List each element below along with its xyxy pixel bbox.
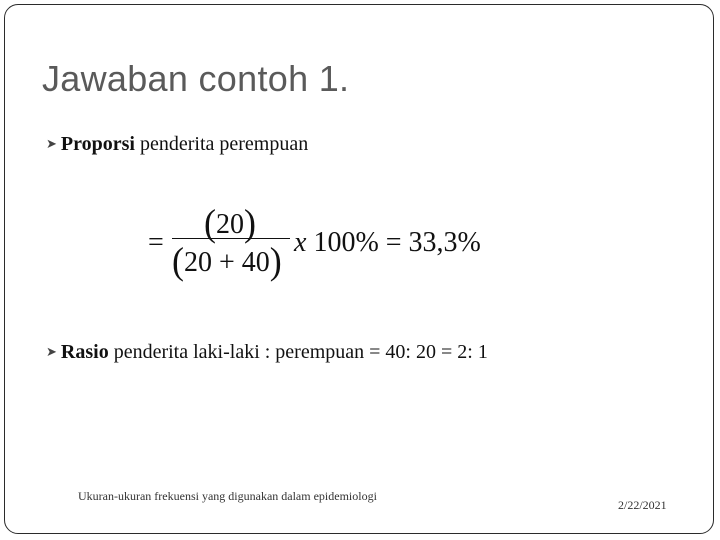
- bullet-body-text: penderita perempuan: [134, 133, 309, 155]
- bullet-rasio: [46, 341, 488, 364]
- formula-equals: =: [148, 227, 164, 258]
- slide-title: Jawaban contoh 1.: [42, 58, 350, 99]
- bullet-body-text: penderita laki-laki : perempuan = 40: 20 = 2: 1: [108, 341, 488, 363]
- footer-date: 2/22/2021: [618, 498, 667, 512]
- formula-result: x 100% = 33,3%: [294, 227, 481, 258]
- formula-denominator: (20 + 40): [172, 240, 282, 282]
- bullet-lead-text: Proporsi: [60, 133, 135, 155]
- bullet-lead-text: Rasio: [60, 341, 109, 363]
- arrow-bullet-icon: ➤: [46, 136, 57, 151]
- bullet-proporsi: [46, 133, 308, 156]
- formula-numerator: (20): [204, 202, 256, 244]
- footer-caption: Ukuran-ukuran frekuensi yang digunakan dalam epidemiologi: [78, 489, 377, 503]
- arrow-bullet-icon: ➤: [46, 344, 57, 359]
